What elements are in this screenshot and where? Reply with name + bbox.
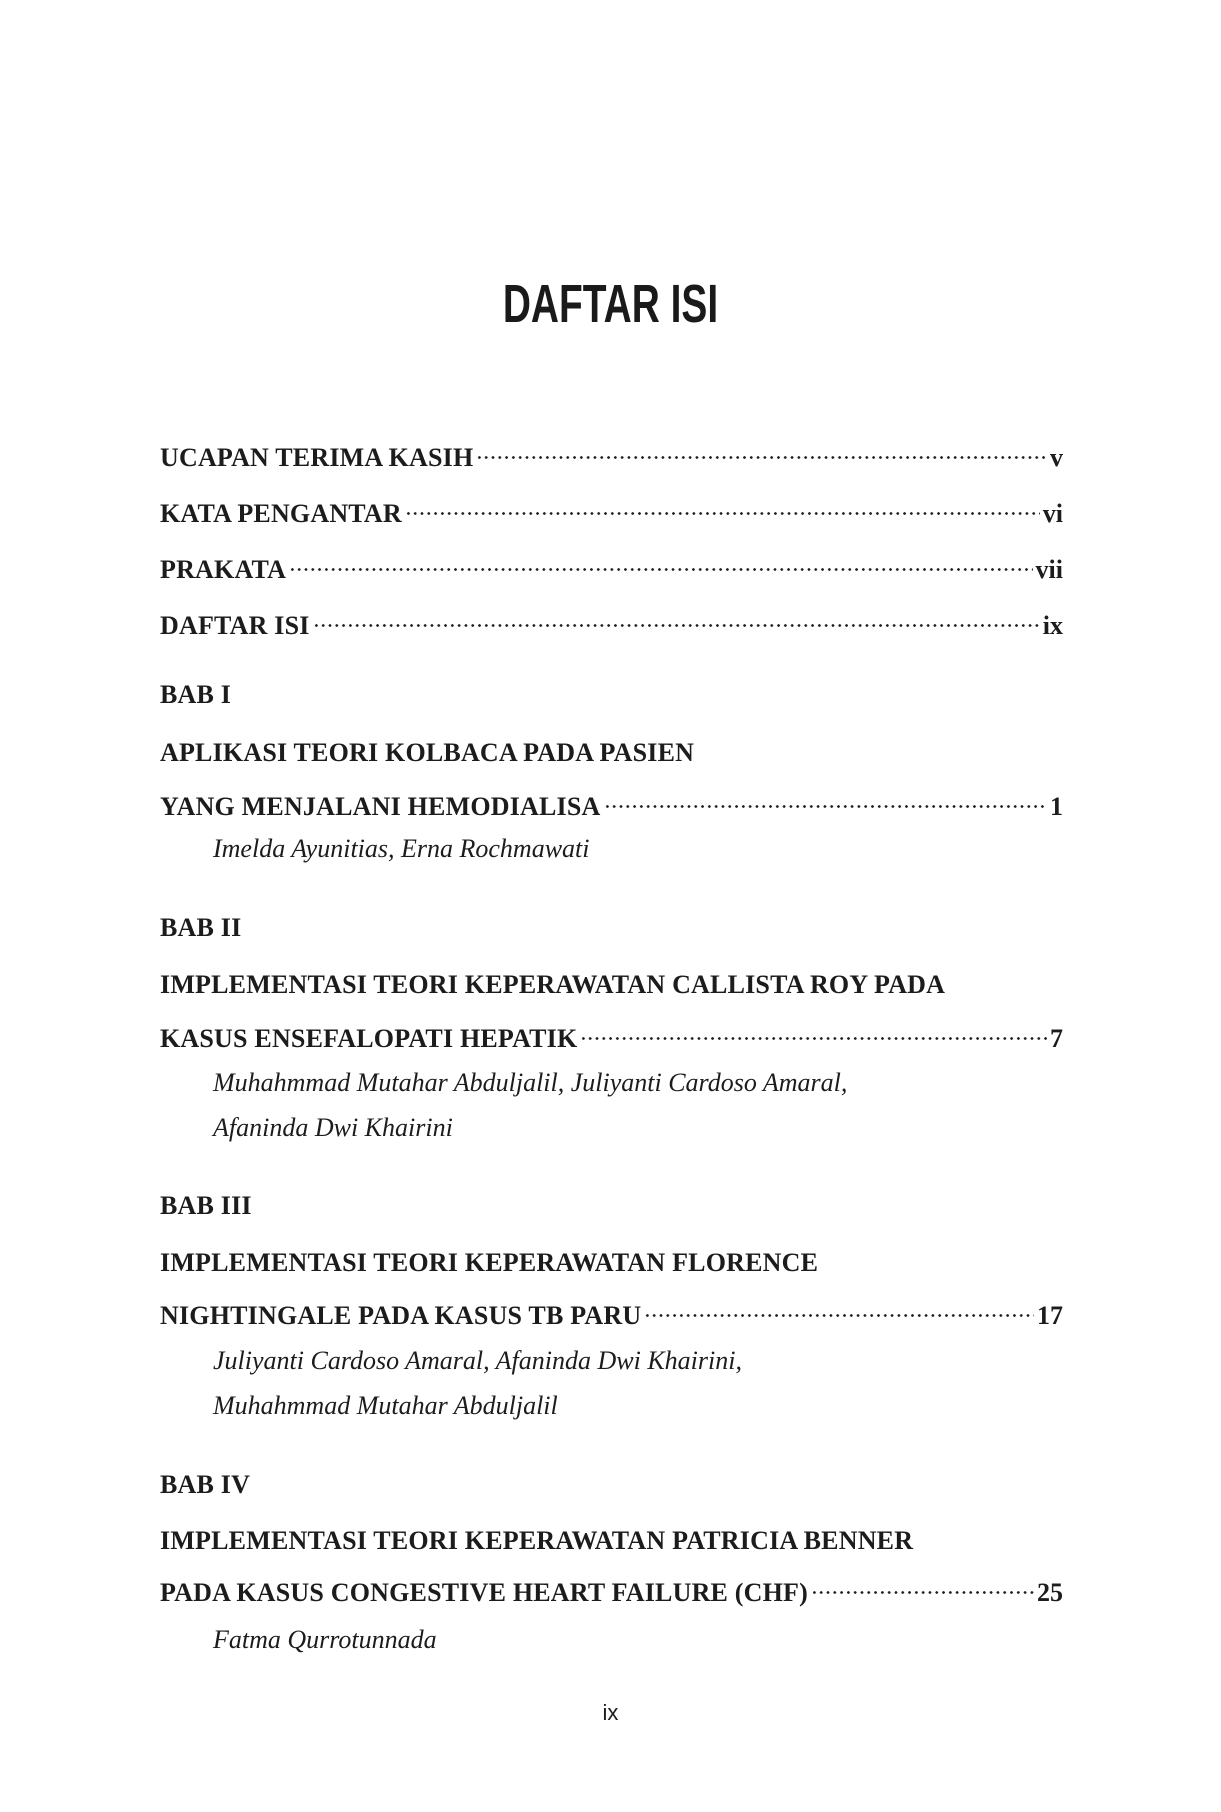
dot-leader bbox=[644, 1294, 1034, 1324]
dot-leader bbox=[476, 436, 1047, 466]
chapter-number: BAB IV bbox=[160, 1470, 251, 1499]
chapter-title-line-1[interactable] bbox=[160, 1248, 1063, 1278]
toc-entry-bab-1[interactable] bbox=[160, 785, 1063, 821]
toc-entry-label: UCAPAN TERIMA KASIH bbox=[160, 443, 474, 472]
toc-entry-page: 7 bbox=[1050, 1024, 1063, 1053]
chapter-title-text: IMPLEMENTASI TEORI KEPERAWATAN CALLISTA ROY PADA bbox=[160, 970, 946, 999]
chapter-title-text: YANG MENJALANI HEMODIALISA bbox=[160, 792, 601, 821]
chapter-authors: Muhahmmad Mutahar Abduljalil, Juliyanti Cardoso Amaral, bbox=[213, 1068, 848, 1097]
chapter-title-text: NIGHTINGALE PADA KASUS TB PARU bbox=[160, 1301, 642, 1330]
dot-leader bbox=[289, 548, 1032, 578]
toc-entry-label: KATA PENGANTAR bbox=[160, 499, 402, 528]
chapter-label-bab-3 bbox=[160, 1191, 1063, 1221]
toc-entry-page: 25 bbox=[1037, 1578, 1063, 1607]
dot-leader bbox=[580, 1017, 1047, 1047]
chapter-label-bab-2 bbox=[160, 913, 1063, 943]
chapter-label-bab-4 bbox=[160, 1470, 1063, 1500]
chapter-title-text: IMPLEMENTASI TEORI KEPERAWATAN PATRICIA BENNER bbox=[160, 1526, 914, 1555]
toc-entry-label: PRAKATA bbox=[160, 555, 287, 584]
page-number: ix bbox=[602, 1700, 619, 1725]
chapter-label-bab-1 bbox=[160, 680, 1063, 710]
dot-leader bbox=[811, 1571, 1034, 1601]
toc-entry-bab-2[interactable] bbox=[160, 1017, 1063, 1053]
toc-entry-page: 1 bbox=[1050, 792, 1063, 821]
chapter-title-text: PADA KASUS CONGESTIVE HEART FAILURE (CHF) bbox=[160, 1578, 808, 1607]
chapter-number: BAB III bbox=[160, 1191, 252, 1220]
toc-entry-bab-3[interactable] bbox=[160, 1294, 1063, 1330]
toc-entry-prakata[interactable] bbox=[160, 548, 1063, 584]
dot-leader bbox=[604, 785, 1047, 815]
toc-entry-bab-4[interactable] bbox=[160, 1571, 1063, 1607]
chapter-authors: Afaninda Dwi Khairini bbox=[213, 1113, 453, 1142]
dot-leader bbox=[313, 604, 1040, 634]
toc-entry-daftar-isi[interactable] bbox=[160, 604, 1063, 640]
chapter-title-text: KASUS ENSEFALOPATI HEPATIK bbox=[160, 1024, 578, 1053]
dot-leader bbox=[405, 492, 1040, 522]
chapter-number: BAB I bbox=[160, 680, 232, 709]
toc-entry-label: DAFTAR ISI bbox=[160, 611, 310, 640]
chapter-title-line-1[interactable] bbox=[160, 970, 1063, 1000]
toc-entry-page: vii bbox=[1035, 555, 1063, 584]
toc-entry-page: 17 bbox=[1037, 1301, 1063, 1330]
toc-entry-page: ix bbox=[1042, 611, 1063, 640]
chapter-number: BAB II bbox=[160, 913, 242, 942]
page-title bbox=[0, 272, 1221, 336]
page-title-text: DAFTAR ISI bbox=[502, 274, 719, 334]
chapter-authors: Fatma Qurrotunnada bbox=[213, 1625, 437, 1654]
toc-entry-ucapan-terima-kasih[interactable] bbox=[160, 436, 1063, 472]
chapter-title-text: IMPLEMENTASI TEORI KEPERAWATAN FLORENCE bbox=[160, 1248, 819, 1277]
toc-entry-kata-pengantar[interactable] bbox=[160, 492, 1063, 528]
chapter-title-line-1[interactable] bbox=[160, 738, 1063, 768]
chapter-authors: Imelda Ayunitias, Erna Rochmawati bbox=[213, 834, 590, 863]
toc-entry-page: vi bbox=[1042, 499, 1063, 528]
chapter-authors: Muhahmmad Mutahar Abduljalil bbox=[213, 1391, 558, 1420]
chapter-title-text: APLIKASI TEORI KOLBACA PADA PASIEN bbox=[160, 738, 695, 767]
toc-entry-page: v bbox=[1050, 443, 1063, 472]
chapter-title-line-1[interactable] bbox=[160, 1526, 1063, 1556]
chapter-authors: Juliyanti Cardoso Amaral, Afaninda Dwi Khairini, bbox=[213, 1346, 742, 1375]
